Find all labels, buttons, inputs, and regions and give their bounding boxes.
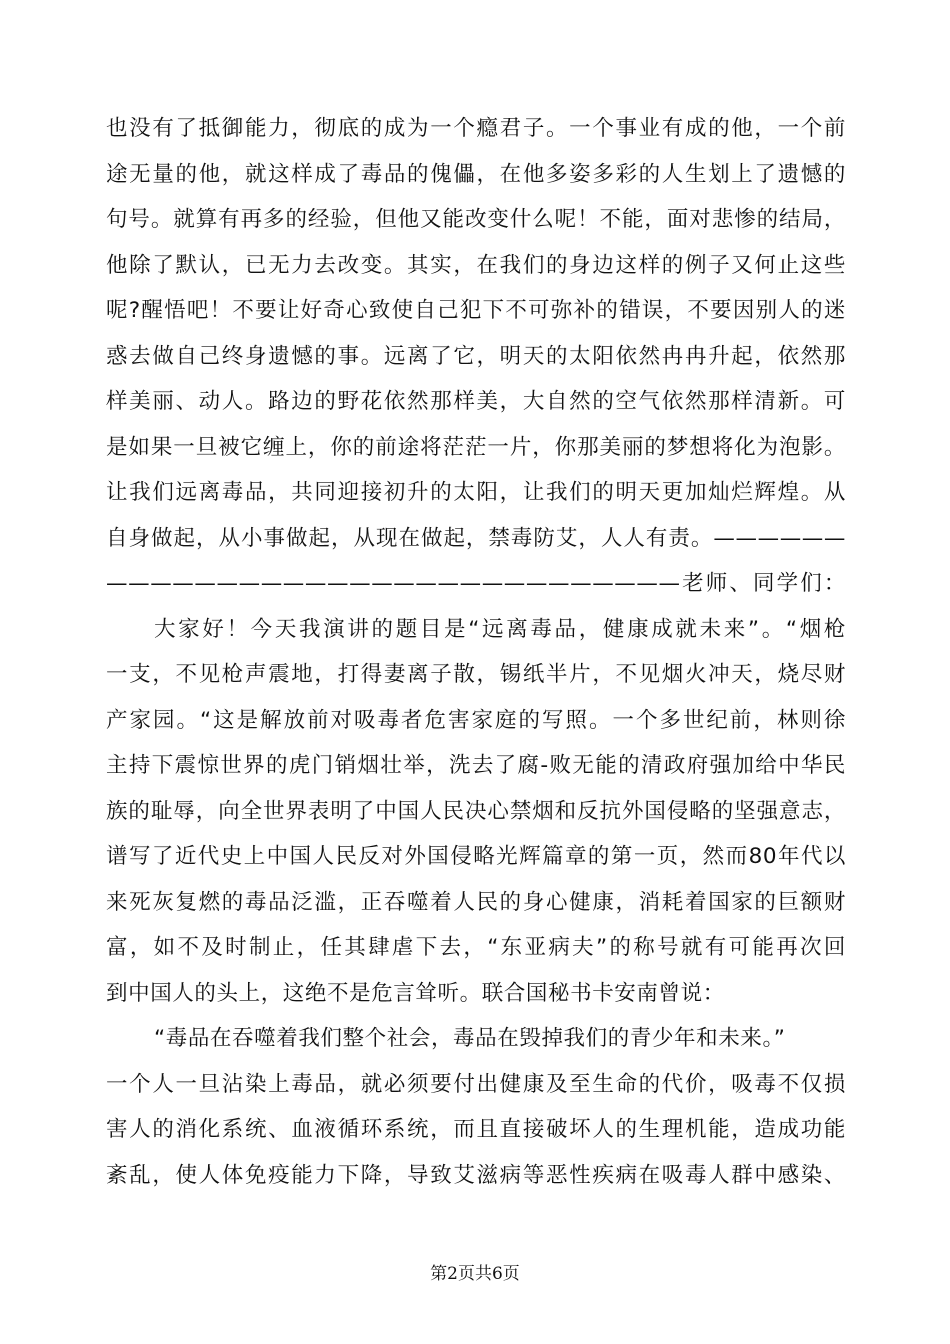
text-line: 来死灰复燃的毒品泛滥，正吞噬着人民的身心健康，消耗着国家的巨额财 bbox=[106, 889, 846, 915]
text-line: 让我们远离毒品，共同迎接初升的太阳，让我们的明天更加灿烂辉煌。从 bbox=[106, 480, 846, 505]
text-line: 呢?醒悟吧！不要让好奇心致使自己犯下不可弥补的错误，不要因别人的迷 bbox=[106, 298, 846, 323]
text-line: 是如果一旦被它缠上，你的前途将茫茫一片，你那美丽的梦想将化为泡影。 bbox=[106, 434, 846, 460]
text-line: 一个人一旦沾染上毒品，就必须要付出健康及至生命的代价，吸毒不仅损 bbox=[106, 1071, 846, 1097]
text-line: 富，如不及时制止，任其肆虐下去，“东亚病夫”的称号就有可能再次回 bbox=[106, 935, 846, 960]
paragraph-start-line: 大家好！今天我演讲的题目是“远离毒品，健康成就未来”。“烟枪 bbox=[154, 616, 846, 642]
text-line: 一支，不见枪声震地，打得妻离子散，锡纸半片，不见烟火冲天，烧尽财 bbox=[106, 662, 846, 687]
text-line: 他除了默认，已无力去改变。其实，在我们的身边这样的例子又何止这些 bbox=[106, 252, 846, 278]
text-line: 样美丽、动人。路边的野花依然那样美，大自然的空气依然那样清新。可 bbox=[106, 389, 846, 414]
text-line: 也没有了抵御能力，彻底的成为一个瘾君子。一个事业有成的他，一个前 bbox=[106, 116, 846, 141]
text-line: 紊乱，使人体免疫能力下降，导致艾滋病等恶性疾病在吸毒人群中感染、 bbox=[106, 1162, 846, 1188]
text-line: 惑去做自己终身遗憾的事。远离了它，明天的太阳依然冉冉升起，依然那 bbox=[106, 343, 846, 369]
text-line: 句号。就算有再多的经验，但他又能改变什么呢！不能，面对悲惨的结局， bbox=[106, 207, 846, 232]
text-line: 主持下震惊世界的虎门销烟壮举，洗去了腐-败无能的清政府强加给中华民 bbox=[106, 753, 846, 778]
text-line: ——————————————————————————老师、同学们： bbox=[106, 571, 846, 596]
text-line: 自身做起，从小事做起，从现在做起，禁毒防艾，人人有责。—————— bbox=[106, 525, 846, 551]
text-line: 途无量的他，就这样成了毒品的傀儡，在他多姿多彩的人生划上了遗憾的 bbox=[106, 161, 846, 187]
text-line: 产家园。“这是解放前对吸毒者危害家庭的写照。一个多世纪前，林则徐 bbox=[106, 707, 846, 733]
page-number-footer: 第2页共6页 bbox=[430, 1264, 520, 1284]
document-body bbox=[106, 110, 846, 1202]
quote-line: “毒品在吞噬着我们整个社会，毒品在毁掉我们的青少年和未来。” bbox=[154, 1026, 786, 1051]
text-line: 谱写了近代史上中国人民反对外国侵略光辉篇章的第一页，然而80年代以 bbox=[106, 844, 846, 869]
text-line: 族的耻辱，向全世界表明了中国人民决心禁烟和反抗外国侵略的坚强意志， bbox=[106, 798, 846, 824]
paragraph-end-line: 到中国人的头上，这绝不是危言耸听。联合国秘书卡安南曾说： bbox=[106, 980, 725, 1006]
text-line: 害人的消化系统、血液循环系统，而且直接破坏人的生理机能，造成功能 bbox=[106, 1117, 846, 1142]
